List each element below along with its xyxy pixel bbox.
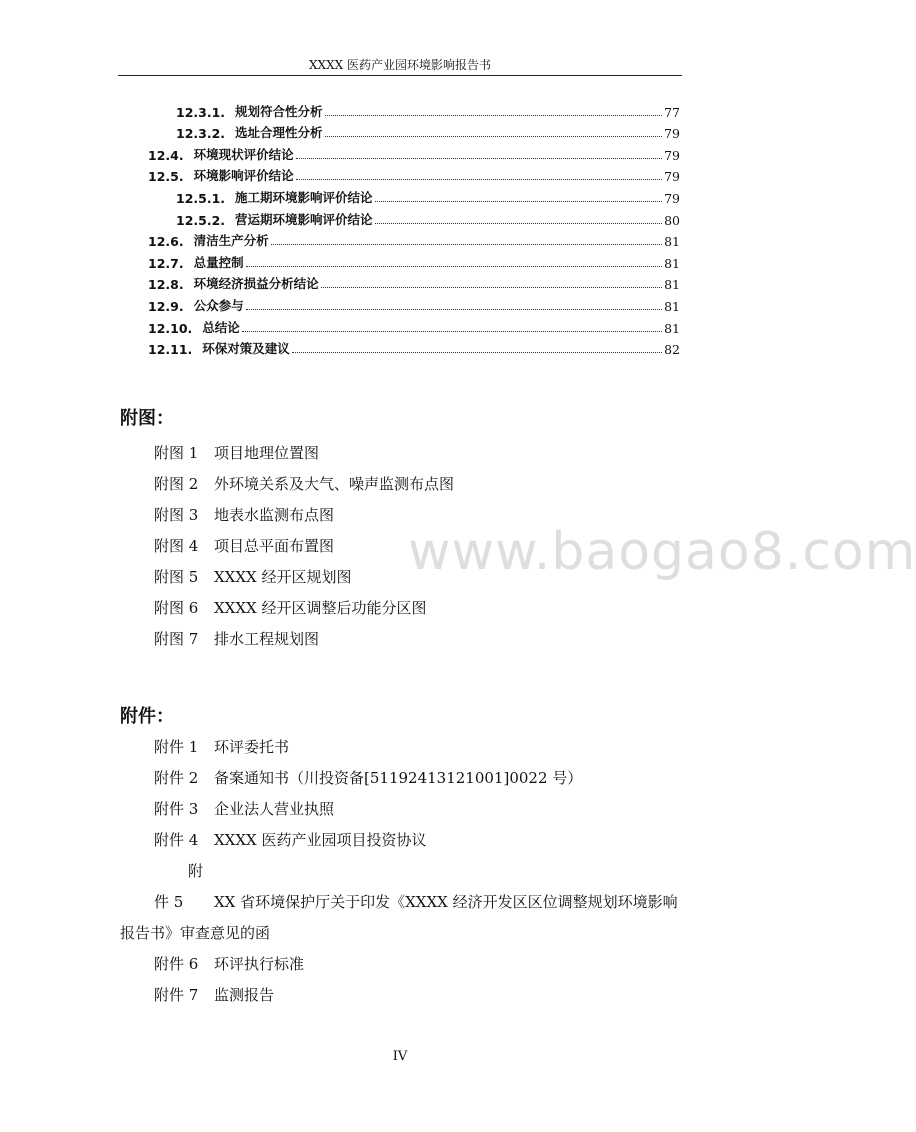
attachment-label: 附件 2 [154,769,199,787]
figure-title: XXXX 经开区规划图 [214,568,352,586]
figure-title: XXXX 经开区调整后功能分区图 [214,599,427,617]
toc-leader [375,200,663,202]
attachment-label: 附件 5 [154,862,204,911]
toc-leader [325,114,663,116]
toc-number: 12.5.2. [176,212,226,228]
toc-entry[interactable] [120,163,680,185]
toc-entry[interactable] [120,271,680,293]
toc-title: 环保对策及建议 [202,341,290,357]
figure-label: 附图 2 [154,475,199,493]
toc-page-number: 81 [664,234,680,250]
figure-title: 外环境关系及大气、噪声监测布点图 [214,475,455,493]
toc-number: 12.6. [148,234,184,250]
toc-number: 12.5. [148,169,184,185]
attachment-title: 环评执行标准 [214,955,305,973]
toc-page-number: 79 [664,190,680,206]
toc-entry[interactable] [120,98,680,120]
figure-title: 地表水监测布点图 [214,506,335,524]
page-header: XXXX 医药产业园环境影响报告书 [309,58,491,72]
toc-entry[interactable] [120,141,680,163]
toc-number: 12.11. [148,342,193,358]
attachment-item [154,732,684,763]
toc-leader [246,308,662,310]
toc-page-number: 79 [664,126,680,142]
figure-title: 项目总平面布置图 [214,537,335,555]
toc-page-number: 79 [664,147,680,163]
attachment-item [120,856,684,949]
attachment-title: 备案通知书（川投资备[51192413121001]0022 号） [214,769,583,787]
toc-page-number: 81 [664,255,680,271]
attachment-item [154,825,684,856]
figure-item [154,593,684,624]
toc-leader [325,135,663,137]
toc-leader [375,222,663,224]
figure-label: 附图 1 [154,444,199,462]
attachment-item [154,949,684,980]
toc-title: 环境现状评价结论 [193,146,294,162]
attachment-label: 附件 6 [154,955,199,973]
toc-title: 环境影响评价结论 [193,168,294,184]
attachments-heading: 附件： [120,706,174,727]
figure-item [154,624,684,655]
toc-title: 公众参与 [193,297,244,313]
toc-page-number: 81 [664,277,680,293]
figure-label: 附图 6 [154,599,199,617]
toc-title: 环境经济损益分析结论 [193,276,319,292]
attachment-item [154,763,684,794]
toc-leader [246,265,662,267]
figure-item [154,469,684,500]
header-divider [118,75,682,76]
toc-leader [271,243,662,245]
toc-entry[interactable] [120,249,680,271]
figure-label: 附图 4 [154,537,199,555]
toc-leader [296,178,662,180]
attachment-title: 环评委托书 [214,738,290,756]
toc-title: 选址合理性分析 [235,125,323,141]
toc-title: 营运期环境影响评价结论 [235,211,373,227]
toc-entry[interactable] [120,206,680,228]
toc-title: 规划符合性分析 [235,103,323,119]
attachment-label: 附件 3 [154,800,199,818]
toc-leader [321,286,662,288]
toc-page-number: 81 [664,320,680,336]
toc-entry[interactable] [120,184,680,206]
watermark: www.baogao8.com [408,522,916,582]
attachment-label: 附件 4 [154,831,199,849]
toc-page-number: 79 [664,169,680,185]
attachment-label: 附件 7 [154,986,199,1004]
toc-entry[interactable] [120,120,680,142]
toc-number: 12.3.1. [176,104,226,120]
toc-page-number: 81 [664,298,680,314]
toc-title: 清洁生产分析 [193,233,269,249]
figure-item [154,438,684,469]
toc-leader [292,351,662,353]
attachments-list [120,732,684,1011]
figure-label: 附图 7 [154,630,199,648]
toc-leader [242,330,662,332]
attachment-item [154,794,684,825]
toc-title: 总结论 [202,319,240,335]
toc-page-number: 82 [664,342,680,358]
toc-number: 12.3.2. [176,126,226,142]
page-number: IV [392,1049,408,1064]
toc-number: 12.5.1. [176,190,226,206]
toc-entry[interactable] [120,336,680,358]
toc-entry[interactable] [120,314,680,336]
table-of-contents [120,98,680,357]
toc-leader [296,157,662,159]
figure-label: 附图 5 [154,568,199,586]
toc-number: 12.4. [148,147,184,163]
attachment-item [154,980,684,1011]
attachment-title: 企业法人营业执照 [214,800,335,818]
attachment-label: 附件 1 [154,738,199,756]
toc-page-number: 77 [664,104,680,120]
toc-number: 12.10. [148,320,193,336]
toc-title: 总量控制 [193,254,244,270]
toc-page-number: 80 [664,212,680,228]
attachment-title: 监测报告 [214,986,275,1004]
toc-entry[interactable] [120,228,680,250]
attachment-title: XXXX 医药产业园项目投资协议 [214,831,427,849]
figure-label: 附图 3 [154,506,199,524]
figures-heading: 附图： [120,408,174,429]
figure-title: 项目地理位置图 [214,444,320,462]
toc-number: 12.7. [148,255,184,271]
toc-number: 12.9. [148,298,184,314]
toc-entry[interactable] [120,292,680,314]
figure-title: 排水工程规划图 [214,630,320,648]
attachment-title: XX 省环境保护厅关于印发《XXXX 经济开发区区位调整规划环境影响报告书》审查意见的函 [120,893,678,942]
toc-number: 12.8. [148,277,184,293]
toc-title: 施工期环境影响评价结论 [235,189,373,205]
